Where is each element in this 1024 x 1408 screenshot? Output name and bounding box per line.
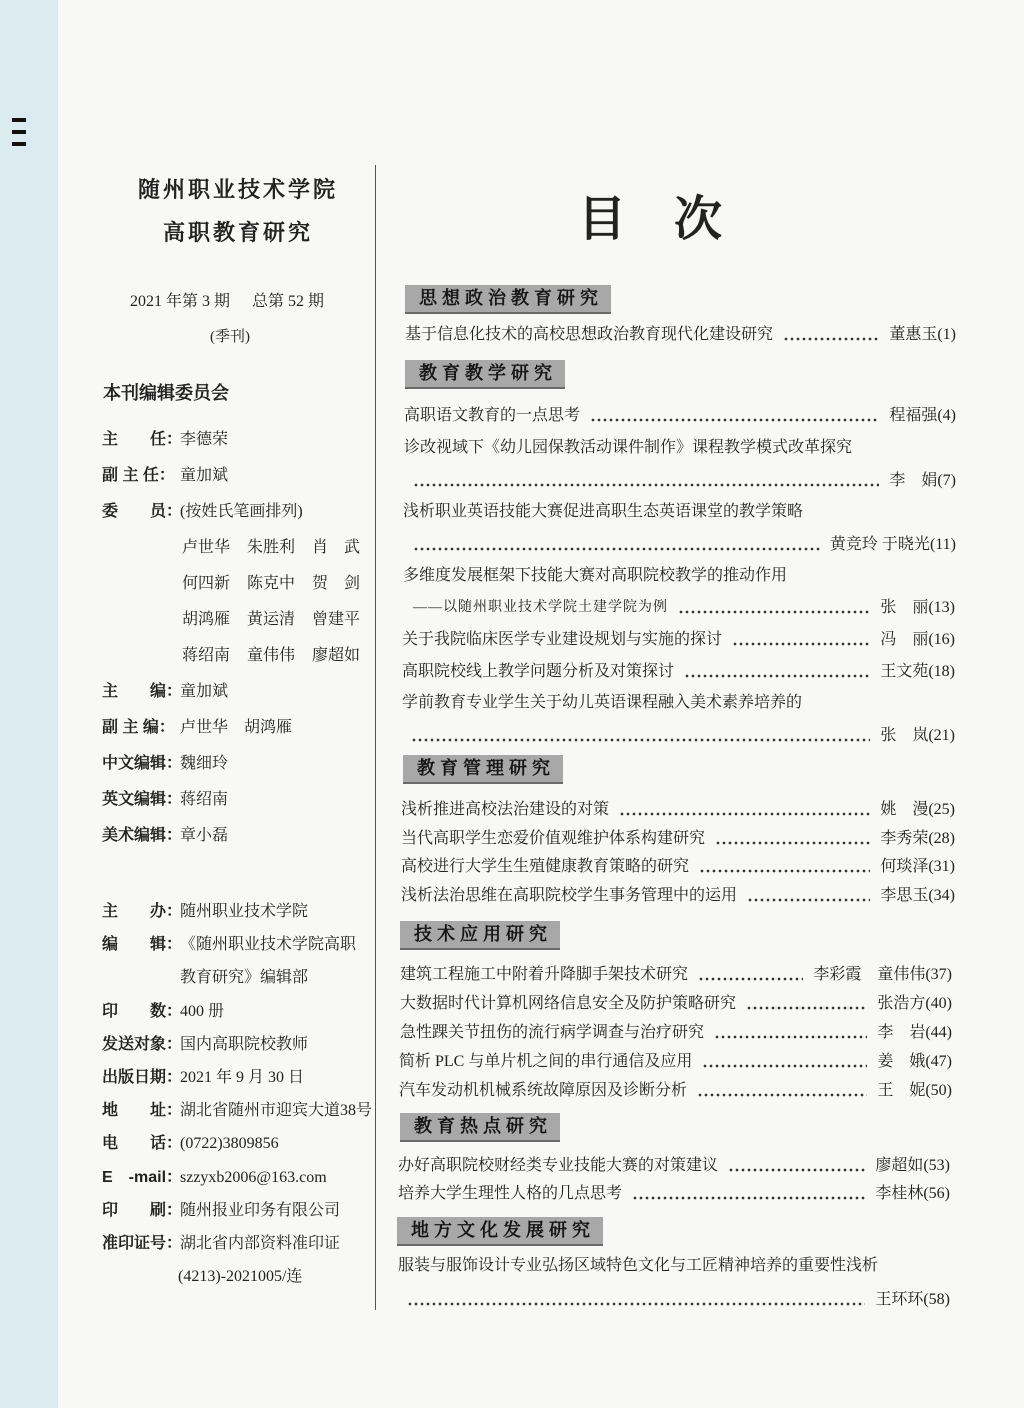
publication-row	[102, 1034, 308, 1056]
author-name: 李秀荣	[880, 830, 929, 847]
issue-number: 2021 年第 3 期	[130, 293, 231, 310]
publication-frequency: (季刊)	[210, 329, 250, 345]
role-label: 副 主 任：	[102, 467, 175, 484]
page-number: (4)	[937, 407, 956, 424]
entry-title: 服装与服饰设计专业弘扬区域特色文化与工匠精神培养的重要性浅析	[398, 1257, 879, 1274]
dot-leader	[728, 1155, 865, 1177]
entry-author	[880, 629, 955, 651]
publication-row	[102, 1001, 224, 1023]
entry-title: 建筑工程施工中附着升降脚手架技术研究	[400, 966, 689, 983]
binding-mark-bar	[12, 118, 26, 122]
journal-name: 高职教育研究	[163, 220, 314, 245]
page-number: (13)	[928, 599, 955, 616]
page-number: (37)	[925, 966, 952, 983]
entry-title: 当代高职学生恋爱价值观维护体系构建研究	[401, 830, 706, 847]
member-row	[182, 609, 360, 631]
author-name: 张浩方	[877, 995, 926, 1012]
toc-entry	[400, 1022, 952, 1044]
publication-value: 随州报业印务有限公司	[180, 1202, 341, 1219]
member-name: 蒋绍南	[182, 647, 231, 664]
toc-title: 目 次	[578, 193, 723, 246]
entry-title: 多维度发展框架下技能大赛对高职院校教学的推动作用	[403, 567, 788, 584]
dot-leader	[632, 1183, 865, 1205]
dot-leader	[715, 828, 870, 850]
toc-entry	[401, 799, 955, 821]
toc-entry-continuation	[411, 725, 955, 747]
member-name: 胡鸿雁	[182, 611, 231, 628]
publication-row	[102, 1167, 327, 1189]
section-heading: 教育教学研究	[405, 360, 565, 389]
institute-name: 随州职业技术学院	[138, 177, 339, 202]
publication-row	[102, 901, 308, 923]
publication-value: (0722)3809856	[180, 1135, 279, 1152]
publication-label: 印 数：	[102, 1003, 183, 1020]
editor-label: 中文编辑：	[102, 755, 183, 772]
editor-value: 蒋绍南	[180, 791, 229, 808]
entry-title: 浅析职业英语技能大赛促进高职生态英语课堂的教学策略	[403, 503, 804, 520]
page-number: (58)	[923, 1291, 950, 1308]
member-name: 童伟伟	[247, 647, 296, 664]
toc-entry	[399, 1080, 952, 1102]
publication-row	[102, 1133, 279, 1155]
member-name: 廖超如	[312, 647, 361, 664]
member-name: 朱胜利	[247, 539, 296, 556]
role-value: 童加斌	[180, 467, 229, 484]
role-value: 李德荣	[180, 431, 229, 448]
column-divider	[375, 165, 376, 1310]
editor-value: 魏细玲	[180, 755, 229, 772]
dot-leader	[746, 993, 867, 1015]
author-name: 王文苑	[880, 663, 929, 680]
author-name: 李 娟	[889, 472, 938, 489]
entry-author	[875, 1289, 950, 1311]
page-number: (34)	[928, 887, 955, 904]
dot-leader	[684, 661, 870, 683]
page-number: (50)	[925, 1082, 952, 1099]
entry-subtitle: ——以随州职业技术学院土建学院为例	[413, 600, 668, 615]
member-row	[182, 573, 360, 595]
section-heading: 地方文化发展研究	[397, 1217, 603, 1246]
publication-value: 随州职业技术学院	[180, 903, 309, 920]
dot-leader	[697, 1080, 867, 1102]
entry-title: 急性踝关节扭伤的流行病学调查与治疗研究	[400, 1024, 705, 1041]
entry-author	[830, 534, 956, 556]
toc-entry	[405, 324, 956, 346]
publication-value-continued: (4213)-2021005/连	[178, 1268, 303, 1285]
author-name: 王环环	[875, 1291, 924, 1308]
entry-title: 办好高职院校财经类专业技能大赛的对策建议	[398, 1157, 719, 1174]
member-name: 曾建平	[312, 611, 361, 628]
member-name: 肖 武	[312, 539, 361, 556]
page-number: (25)	[928, 801, 955, 818]
entry-title: 培养大学生理性人格的几点思考	[398, 1185, 623, 1202]
entry-title: 汽车发动机机械系统故障原因及诊断分析	[399, 1082, 688, 1099]
entry-author	[875, 1155, 950, 1177]
page-number: (11)	[929, 536, 956, 553]
entry-title: 诊改视域下《幼儿园保教活动课件制作》课程教学模式改革探究	[404, 439, 853, 456]
editor-label: 副 主 编：	[102, 719, 175, 736]
toc-entry	[401, 856, 955, 878]
entry-title: 高校进行大学生生殖健康教育策略的研究	[401, 858, 690, 875]
toc-entry	[402, 629, 955, 651]
member-name: 陈克中	[247, 575, 296, 592]
binding-mark-bar	[12, 142, 26, 146]
page-number: (47)	[925, 1053, 952, 1070]
dot-leader	[699, 856, 870, 878]
toc-entry	[402, 661, 955, 683]
author-name: 李桂林	[875, 1185, 924, 1202]
binding-mark-bar	[12, 130, 26, 134]
toc-entry	[400, 993, 952, 1015]
publication-label: 编 辑：	[102, 936, 183, 953]
publication-value: 湖北省随州市迎宾大道38号	[180, 1102, 373, 1119]
dot-leader	[702, 1051, 867, 1073]
entry-title: 学前教育专业学生关于幼儿英语课程融入美术素养培养的	[402, 694, 803, 711]
entry-author	[875, 1183, 950, 1205]
editor-value: 章小磊	[180, 827, 229, 844]
page-number: (1)	[937, 326, 956, 343]
publication-value: 2021 年 9 月 30 日	[180, 1069, 305, 1086]
author-name: 李彩霞 童伟伟	[813, 966, 926, 983]
editor-label: 美术编辑：	[102, 827, 183, 844]
member-name: 黄运清	[247, 611, 296, 628]
entry-title: 大数据时代计算机网络信息安全及防护策略研究	[400, 995, 737, 1012]
publication-label: 发送对象：	[102, 1036, 183, 1053]
entry-author	[877, 1022, 952, 1044]
entry-title: 浅析推进高校法治建设的对策	[401, 801, 610, 818]
author-name: 姜 娥	[877, 1053, 926, 1070]
toc-entry	[398, 1155, 950, 1177]
entry-author	[880, 597, 955, 619]
page-number: (16)	[928, 631, 955, 648]
author-name: 姚 漫	[880, 801, 929, 818]
author-name: 张 岚	[880, 727, 929, 744]
publication-label: 出版日期：	[102, 1069, 183, 1086]
board-role-row	[102, 465, 228, 487]
entry-author	[889, 405, 956, 427]
page-number: (18)	[928, 663, 955, 680]
publication-label: E -mail：	[102, 1169, 183, 1186]
page-number: (40)	[925, 995, 952, 1012]
publication-row	[102, 1100, 372, 1122]
dot-leader	[413, 470, 879, 492]
toc-entry-continuation	[407, 1289, 950, 1311]
toc-entry	[404, 405, 956, 427]
author-name: 黄竞玲 于晓光	[829, 536, 930, 553]
page-number: (56)	[923, 1185, 950, 1202]
page-number: (7)	[937, 472, 956, 489]
entry-title: 高职语文教育的一点思考	[404, 407, 581, 424]
publication-label: 地 址：	[102, 1102, 183, 1119]
member-name: 卢世华	[182, 539, 231, 556]
editor-label: 主 编：	[102, 683, 183, 700]
entry-author	[813, 964, 952, 986]
toc-entry-continuation	[413, 597, 955, 619]
dot-leader	[590, 405, 879, 427]
author-name: 董惠玉	[889, 326, 938, 343]
dot-leader	[413, 534, 820, 556]
publication-row	[102, 934, 356, 956]
entry-author	[880, 828, 955, 850]
page-number: (31)	[928, 858, 955, 875]
entry-title: 浅析法治思维在高职院校学生事务管理中的运用	[401, 887, 738, 904]
page-number: (44)	[925, 1024, 952, 1041]
publication-label: 印 刷：	[102, 1202, 183, 1219]
dot-leader	[747, 885, 870, 907]
toc-entry	[400, 964, 952, 986]
member-row	[182, 537, 360, 559]
entry-title: 简析 PLC 与单片机之间的串行通信及应用	[399, 1053, 693, 1070]
author-name: 张 丽	[880, 599, 929, 616]
entry-author	[880, 799, 955, 821]
role-value: (按姓氏笔画排列)	[180, 503, 303, 520]
toc-entry	[401, 828, 955, 850]
entry-author	[877, 1051, 952, 1073]
dot-leader	[411, 725, 870, 747]
section-heading: 思想政治教育研究	[405, 285, 611, 314]
toc-entry-continuation	[413, 470, 956, 492]
toc-entry	[399, 1051, 952, 1073]
entry-author	[877, 993, 952, 1015]
entry-author	[880, 885, 955, 907]
page-number: (28)	[928, 830, 955, 847]
entry-title: 关于我院临床医学专业建设规划与实施的探讨	[402, 631, 723, 648]
entry-author	[880, 725, 955, 747]
author-name: 程福强	[889, 407, 938, 424]
author-name: 李思玉	[880, 887, 929, 904]
publication-label: 准印证号：	[102, 1235, 183, 1252]
dot-leader	[407, 1289, 865, 1311]
publication-value: 400 册	[180, 1003, 225, 1020]
dot-leader	[714, 1022, 867, 1044]
dot-leader	[732, 629, 870, 651]
page-number: (21)	[928, 727, 955, 744]
author-name: 李 岩	[877, 1024, 926, 1041]
entry-author	[877, 1080, 952, 1102]
entry-title: 基于信息化技术的高校思想政治教育现代化建设研究	[405, 326, 774, 343]
board-role-row	[102, 501, 303, 523]
publication-row	[102, 1233, 340, 1255]
role-label: 委 员：	[102, 503, 183, 520]
editor-row	[102, 681, 228, 703]
author-name: 何琰泽	[880, 858, 929, 875]
issue-line	[130, 291, 324, 313]
publication-row	[102, 1200, 340, 1222]
editor-row	[102, 717, 292, 739]
editor-row	[102, 825, 228, 847]
editor-value: 卢世华 胡鸿雁	[180, 719, 293, 736]
entry-author	[880, 856, 955, 878]
dot-leader	[678, 597, 870, 619]
section-heading: 技术应用研究	[400, 921, 560, 950]
role-label: 主 任：	[102, 431, 183, 448]
toc-entry	[401, 885, 955, 907]
publication-value: 湖北省内部资料准印证	[180, 1235, 341, 1252]
author-name: 廖超如	[875, 1157, 924, 1174]
dot-leader	[698, 964, 803, 986]
member-row	[182, 645, 360, 667]
author-name: 冯 丽	[880, 631, 929, 648]
publication-value: 《随州职业技术学院高职	[180, 936, 357, 953]
publication-row	[102, 1067, 304, 1089]
editor-value: 童加斌	[180, 683, 229, 700]
entry-title: 高职院校线上教学问题分析及对策探讨	[402, 663, 675, 680]
dot-leader	[619, 799, 870, 821]
section-heading: 教育管理研究	[403, 755, 563, 784]
author-name: 王 妮	[877, 1082, 926, 1099]
editor-row	[102, 753, 228, 775]
toc-entry-continuation	[413, 534, 956, 556]
publication-label: 主 办：	[102, 903, 183, 920]
entry-author	[889, 470, 956, 492]
publication-value: 国内高职院校教师	[180, 1036, 309, 1053]
editor-row	[102, 789, 228, 811]
scan-edge-strip	[0, 0, 58, 1408]
publication-label: 电 话：	[102, 1135, 183, 1152]
publication-value: szzyxb2006@163.com	[180, 1169, 327, 1186]
editor-label: 英文编辑：	[102, 791, 183, 808]
page-number: (53)	[923, 1157, 950, 1174]
member-name: 贺 剑	[312, 575, 361, 592]
board-role-row	[102, 429, 228, 451]
dot-leader	[783, 324, 879, 346]
section-heading: 教育热点研究	[400, 1113, 560, 1142]
toc-entry	[398, 1183, 950, 1205]
entry-author	[889, 324, 956, 346]
total-issue-number: 总第 52 期	[252, 293, 325, 310]
editorial-board-heading: 本刊编辑委员会	[103, 383, 229, 403]
publication-value-continued: 教育研究》编辑部	[180, 969, 309, 986]
entry-author	[880, 661, 955, 683]
member-name: 何四新	[182, 575, 231, 592]
